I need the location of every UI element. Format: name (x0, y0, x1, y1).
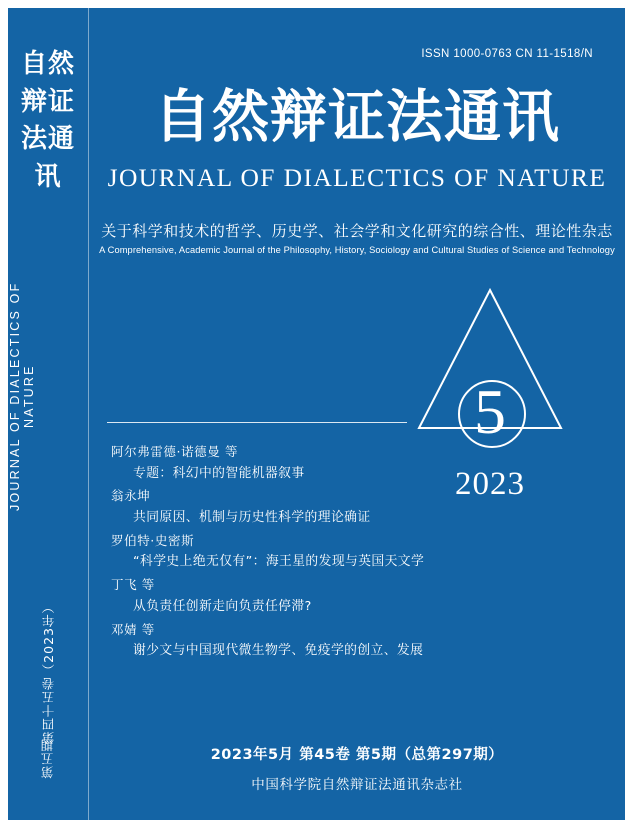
list-item (111, 531, 531, 573)
entry-author: 阿尔弗雷德·诺德曼 等 (111, 444, 239, 459)
spine-issue (8, 738, 88, 779)
masthead-subtitle-english: A Comprehensive, Academic Journal of the Philosophy, History, Sociology and Cultural Studies of Science and Technology (99, 245, 615, 255)
list-item (111, 442, 531, 484)
entry-title: 从负责任创新走向负责任停滞? (133, 598, 312, 614)
entry-author: 罗伯特·史密斯 (111, 532, 195, 548)
spine-volume (8, 600, 88, 744)
entry-author: 邓婧 等 (111, 621, 155, 637)
masthead-title-chinese: 自然辩证法通讯 (154, 84, 560, 150)
cover-frame-left (0, 0, 8, 830)
spine-issue-text: 第五期 (40, 738, 55, 779)
contents-list (111, 442, 531, 664)
footer-publisher: 中国科学院自然辩证法通讯杂志社 (251, 777, 463, 793)
cover-frame-top (0, 0, 633, 8)
list-item (111, 486, 531, 528)
cover-main-panel (89, 8, 625, 820)
spine-title-english-text: JOURNAL OF DIALECTICS OF NATURE (8, 281, 36, 511)
list-item (111, 575, 531, 617)
issue-year: 2023 (455, 466, 525, 502)
spine-volume-text: 第四十五卷（2023年） (40, 600, 56, 744)
entry-title: 专题：科幻中的智能机器叙事 (133, 465, 305, 481)
entry-author: 丁飞 等 (111, 577, 155, 593)
masthead-subtitle-chinese: 关于科学和技术的哲学、历史学、社会学和文化研究的综合性、理论性杂志 (101, 222, 613, 240)
issn-cn-code: ISSN 1000-0763 CN 11-1518/N (421, 48, 593, 60)
entry-title: “科学史上绝无仅有”：海王星的发现与英国天文学 (133, 554, 425, 570)
cover-frame-right (625, 0, 633, 830)
contents-divider-rule (107, 422, 407, 423)
footer-issue-line: 2023年5月 第45卷 第5期（总第297期） (210, 747, 504, 763)
spine-column (8, 8, 88, 820)
spine-title-chinese: 自然辩证法通讯 (20, 49, 75, 193)
masthead-title-english: JOURNAL OF DIALECTICS OF NATURE (107, 163, 607, 192)
spine-title-english (8, 276, 88, 516)
issue-number: 5 (474, 376, 506, 447)
entry-title: 谢少文与中国现代微生物学、免疫学的创立、发展 (133, 643, 424, 659)
entry-title: 共同原因、机制与历史性科学的理论确证 (133, 510, 371, 525)
list-item (111, 620, 531, 662)
cover-frame-bottom (0, 820, 633, 830)
entry-author: 翁永坤 (111, 488, 151, 504)
